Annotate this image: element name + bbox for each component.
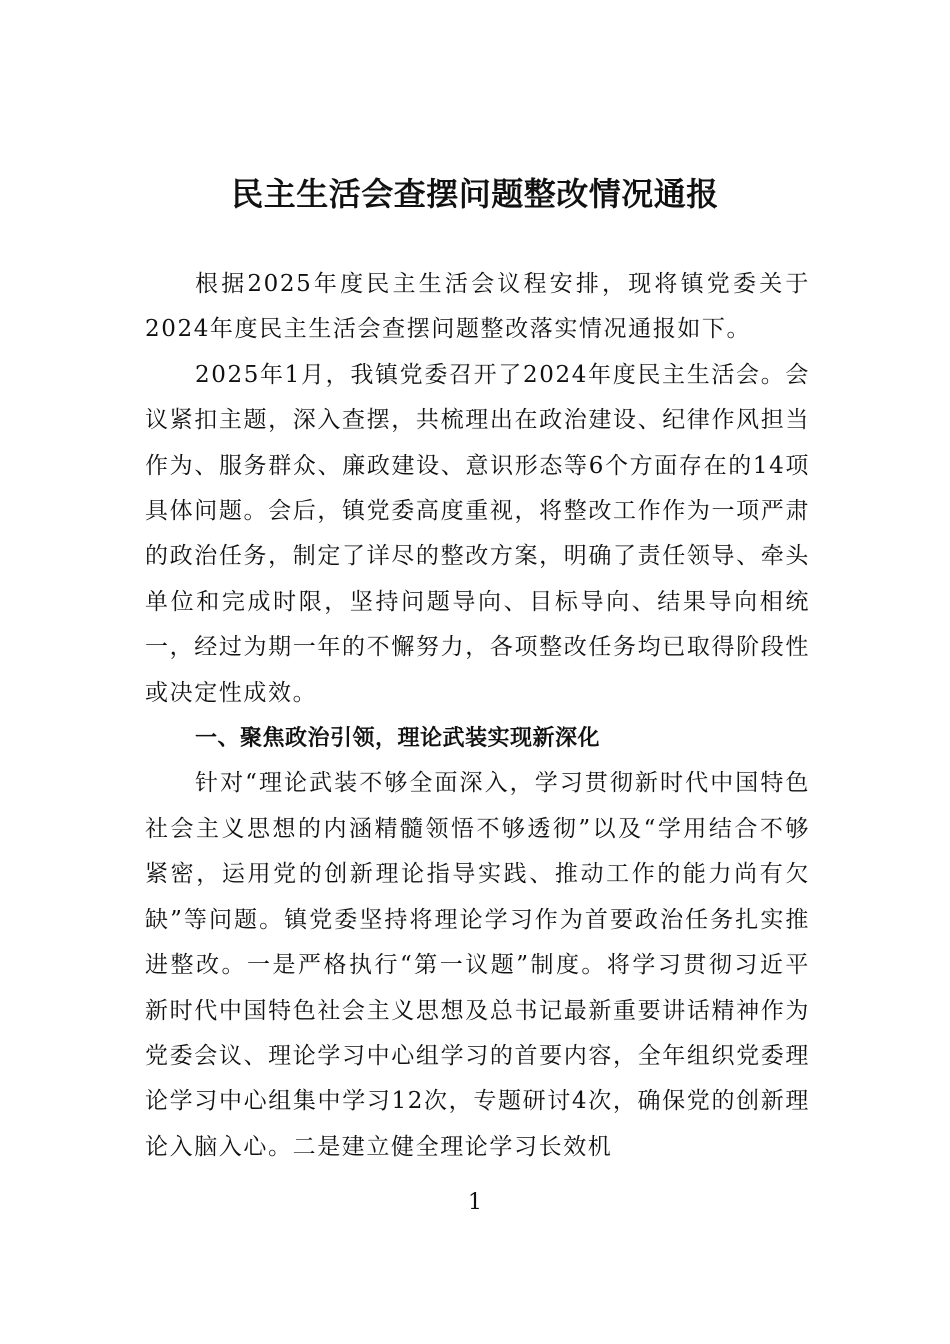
document-title: 民主生活会查摆问题整改情况通报 <box>231 175 719 213</box>
section-heading: 一、聚焦政治引领，理论武装实现新深化 <box>195 726 601 752</box>
overview-paragraph: 2025年1月，我镇党委召开了2024年度民主生活会。会议紧扣主题，深入查摆，共梳理出在政治建设、纪律作风担当作为、服务群众、廉政建设、意识形态等6个方面存在的14项具体问题。会后，镇党委高度重视，将整改工作作为一项严肃的政治任务，制定了详尽的整改方案，明确了责任领导、牵头单位和完成时限，坚持问题导向、目标导向、结果导向相统一，经过为期一年的不懈努力，各项整改任务均已取得阶段性或决定性成效。 <box>145 361 810 706</box>
intro-paragraph: 根据2025年度民主生活会议程安排，现将镇党委关于2024年度民主生活会查摆问题整改落实情况通报如下。 <box>145 271 810 343</box>
section-paragraph: 针对“理论武装不够全面深入，学习贯彻新时代中国特色社会主义思想的内涵精髓领悟不够透彻”以及“学用结合不够紧密，运用党的创新理论指导实践、推动工作的能力尚有欠缺”等问题。镇党委坚持将理论学习作为首要政治任务扎实推进整改。一是严格执行“第一议题”制度。将学习贯彻习近平新时代中国特色社会主义思想及总书记最新重要讲话精神作为党委会议、理论学习中心组学习的首要内容，全年组织党委理论学习中心组集中学习12次，专题研讨4次，确保党的创新理论入脑入心。二是建立健全理论学习长效机 <box>145 770 810 1160</box>
document-body <box>145 262 810 1170</box>
page-number: 1 <box>468 1190 482 1215</box>
